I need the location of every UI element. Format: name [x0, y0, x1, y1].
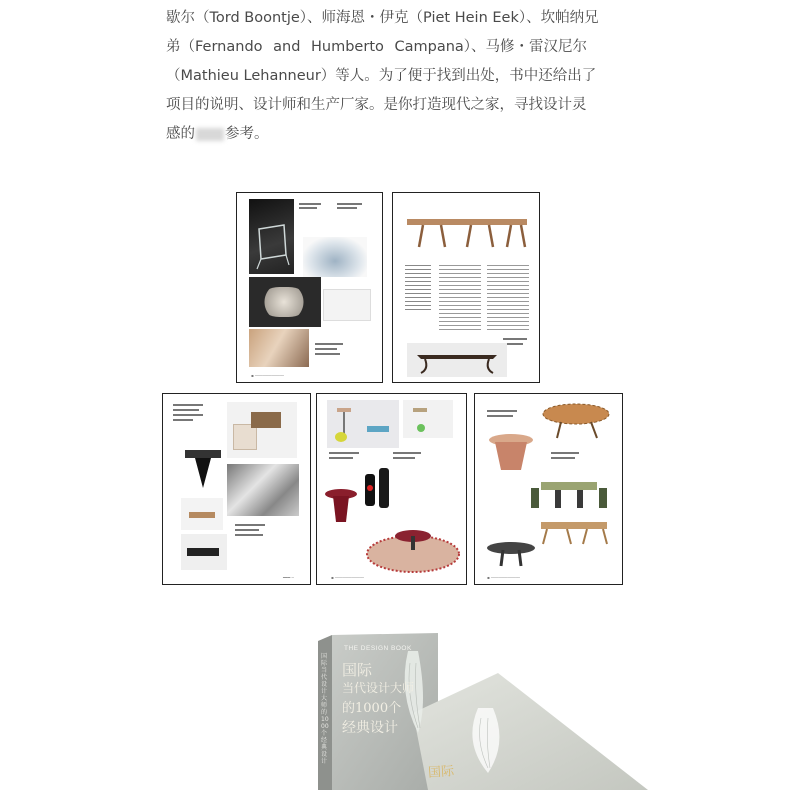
copper-table-photo	[483, 430, 539, 476]
book-photo	[318, 633, 648, 790]
page-footer: ═══ ─	[283, 575, 294, 580]
chair-photo	[249, 199, 294, 274]
side-tables-photo	[327, 400, 399, 448]
book-series-label: THE DESIGN BOOK	[344, 645, 412, 652]
wood-shelf-photo	[181, 498, 223, 530]
intro-line-last	[166, 120, 636, 149]
hexagon-tables-photo	[227, 402, 297, 458]
intro-line: 项目的说明、设计师和生产厂家。是你打造现代之家，寻找设计灵	[166, 97, 587, 113]
book-title-line: 国际	[342, 661, 373, 679]
intro-line: 歇尔（Tord Boontje）、师海恩・伊克（Piet Hein Eek）、坎帕纳兄	[166, 10, 599, 26]
book-title-line: 当代设计大师	[342, 681, 415, 695]
intro-text-before: 感的	[166, 126, 195, 142]
long-table-photo	[401, 211, 533, 251]
page-footer: ▪ ────────────	[331, 575, 364, 580]
sample-page-1	[236, 192, 383, 383]
sample-page-3	[162, 393, 311, 585]
animal-sculpture-photo	[249, 329, 309, 367]
dining-set-photo	[527, 474, 611, 512]
sculpture-photo	[249, 277, 321, 327]
desk-lamp-photo	[181, 534, 227, 570]
book-title-line: 的1000个	[342, 701, 402, 716]
sample-page-4	[316, 393, 467, 585]
book-back-title: 国际	[427, 764, 455, 781]
stools-photo	[403, 400, 453, 438]
sample-page-5	[474, 393, 623, 585]
colorful-table-photo	[363, 516, 463, 576]
glass-chair-icon	[249, 199, 294, 274]
book-title-line: 经典设计	[342, 720, 398, 736]
black-vases-photo	[359, 466, 409, 516]
page-footer: ▪ ────────────	[251, 373, 284, 378]
intro-text-after: 参考。	[225, 126, 269, 142]
pebble-table-photo	[541, 400, 611, 440]
wood-bench-photo	[537, 516, 613, 546]
page-footer: ▪ ────────────	[487, 575, 520, 580]
intro-line: 弟（Fernando and Humberto Campana）、马修・雷汉尼尔	[166, 39, 588, 55]
black-table-photo	[181, 444, 225, 492]
dark-table-photo	[483, 540, 539, 570]
crystal-chair-photo	[303, 237, 367, 277]
red-stool-photo	[323, 486, 359, 526]
book-spine-text: 国际当代设计大师的1000个经典设计	[321, 653, 329, 765]
desk-photo	[323, 289, 371, 321]
sample-page-2	[392, 192, 540, 383]
glass-block-photo	[227, 464, 299, 516]
bench-photo	[407, 343, 507, 377]
blurred-word	[196, 128, 224, 141]
intro-text	[166, 4, 636, 149]
intro-line: （Mathieu Lehanneur）等人。为了便于找到出处，书中还给出了	[166, 68, 597, 84]
